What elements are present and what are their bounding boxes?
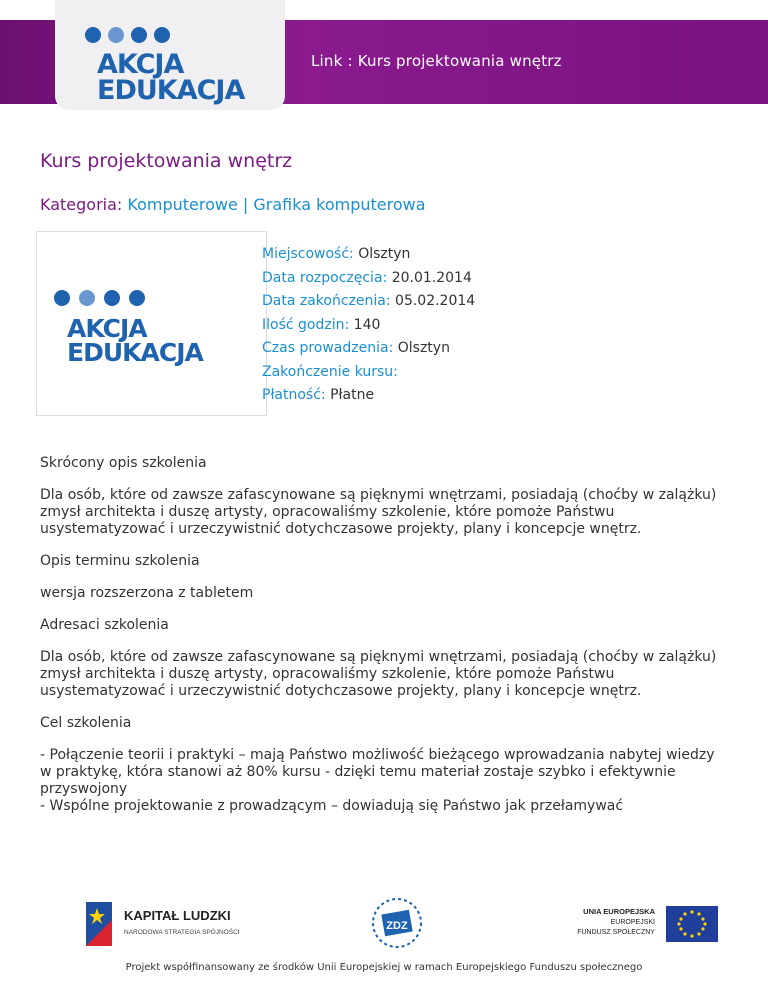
audience-heading: Adresaci szkolenia bbox=[40, 617, 169, 633]
audience-text: Dla osób, które od zawsze zafascynowane są pięknymi wnętrzami, posiadają (choćby w zalążku) zmysł architekta i duszę artysty, opracowaliśmy szkolenie, które pomoże Państwu usystematyzować i urzeczywistnić dotychczasowe projekty, plany i koncepcje wnętrz. bbox=[40, 649, 717, 699]
course-thumbnail bbox=[36, 231, 267, 416]
akcja-edukacja-logo[interactable] bbox=[55, 0, 285, 110]
footer-logos-svg bbox=[0, 890, 768, 960]
detail-row-payment: Płatność: Płatne bbox=[262, 387, 375, 403]
kl-title: KAPITAŁ LUDZKI bbox=[124, 908, 231, 923]
logo-dots bbox=[85, 27, 170, 43]
eu-flag-icon bbox=[666, 906, 718, 942]
logo-text-line1: AKCJA bbox=[97, 49, 184, 80]
detail-row-completion: Zakończenie kursu: bbox=[262, 363, 398, 380]
detail-row-duration: Czas prowadzenia: Olsztyn bbox=[262, 340, 450, 356]
eu-line1: UNIA EUROPEJSKA bbox=[583, 907, 655, 916]
category-line bbox=[40, 195, 426, 214]
detail-row-location: Miejscowość: Olsztyn bbox=[262, 246, 411, 262]
short-desc-heading: Skrócony opis szkolenia bbox=[40, 455, 207, 471]
detail-row-end-date: Data zakończenia: 05.02.2014 bbox=[262, 293, 476, 309]
footer-note: Projekt współfinansowany ze środków Unii Europejskiej w ramach Europejskiego Funduszu społecznego bbox=[125, 962, 643, 973]
course-details bbox=[262, 243, 475, 408]
course-content bbox=[40, 455, 730, 815]
thumb-logo-dots bbox=[54, 290, 145, 306]
zdz-text: ZDZ bbox=[386, 920, 408, 932]
goal-line-2: - Wspólne projektowanie z prowadzącym – dowiadują się Państwo jak przełamywać bbox=[40, 798, 624, 814]
category-link[interactable]: Komputerowe | Grafika komputerowa bbox=[127, 195, 426, 214]
kl-sub: NARODOWA STRATEGIA SPÓJNOŚCI bbox=[124, 929, 240, 936]
thumb-logo-line1: AKCJA bbox=[67, 314, 147, 343]
short-desc-text: Dla osób, które od zawsze zafascynowane są pięknymi wnętrzami, posiadają (choćby w zalążku) zmysł architekta i duszę artysty, opracowaliśmy szkolenie, które pomoże Państwu usystematyzować i urzeczywistnić dotychczasowe projekty, plany i koncepcje wnętrz. bbox=[40, 487, 717, 537]
term-heading: Opis terminu szkolenia bbox=[40, 553, 200, 569]
detail-row-start-date: Data rozpoczęcia: 20.01.2014 bbox=[262, 269, 472, 286]
goal-heading: Cel szkolenia bbox=[40, 715, 132, 731]
logo-text-line2: EDUKACJA bbox=[97, 74, 245, 106]
eu-line3: FUNDUSZ SPOŁECZNY bbox=[577, 929, 655, 936]
detail-row-hours: Ilość godzin: 140 bbox=[262, 316, 381, 333]
kapital-ludzki-logo bbox=[86, 902, 112, 946]
category-label: Kategoria: bbox=[40, 195, 123, 214]
page-title: Kurs projektowania wnętrz bbox=[40, 150, 293, 172]
footer-logos bbox=[0, 890, 768, 960]
eu-line2: EUROPEJSKI bbox=[610, 919, 655, 926]
goal-line-1: - Połączenie teorii i praktyki – mają Państwo możliwość bieżącego wprowadzania nabytej wiedzy w praktykę, która stanowi aż 80% kursu - dzięki temu materiał zostaje szybko i efektywnie przyswojony bbox=[40, 747, 715, 797]
header-link[interactable]: Link : Kurs projektowania wnętrz bbox=[311, 52, 562, 70]
term-text: wersja rozszerzona z tabletem bbox=[40, 585, 254, 601]
thumb-logo-line2: EDUKACJA bbox=[67, 337, 203, 367]
zdz-logo bbox=[373, 899, 421, 947]
